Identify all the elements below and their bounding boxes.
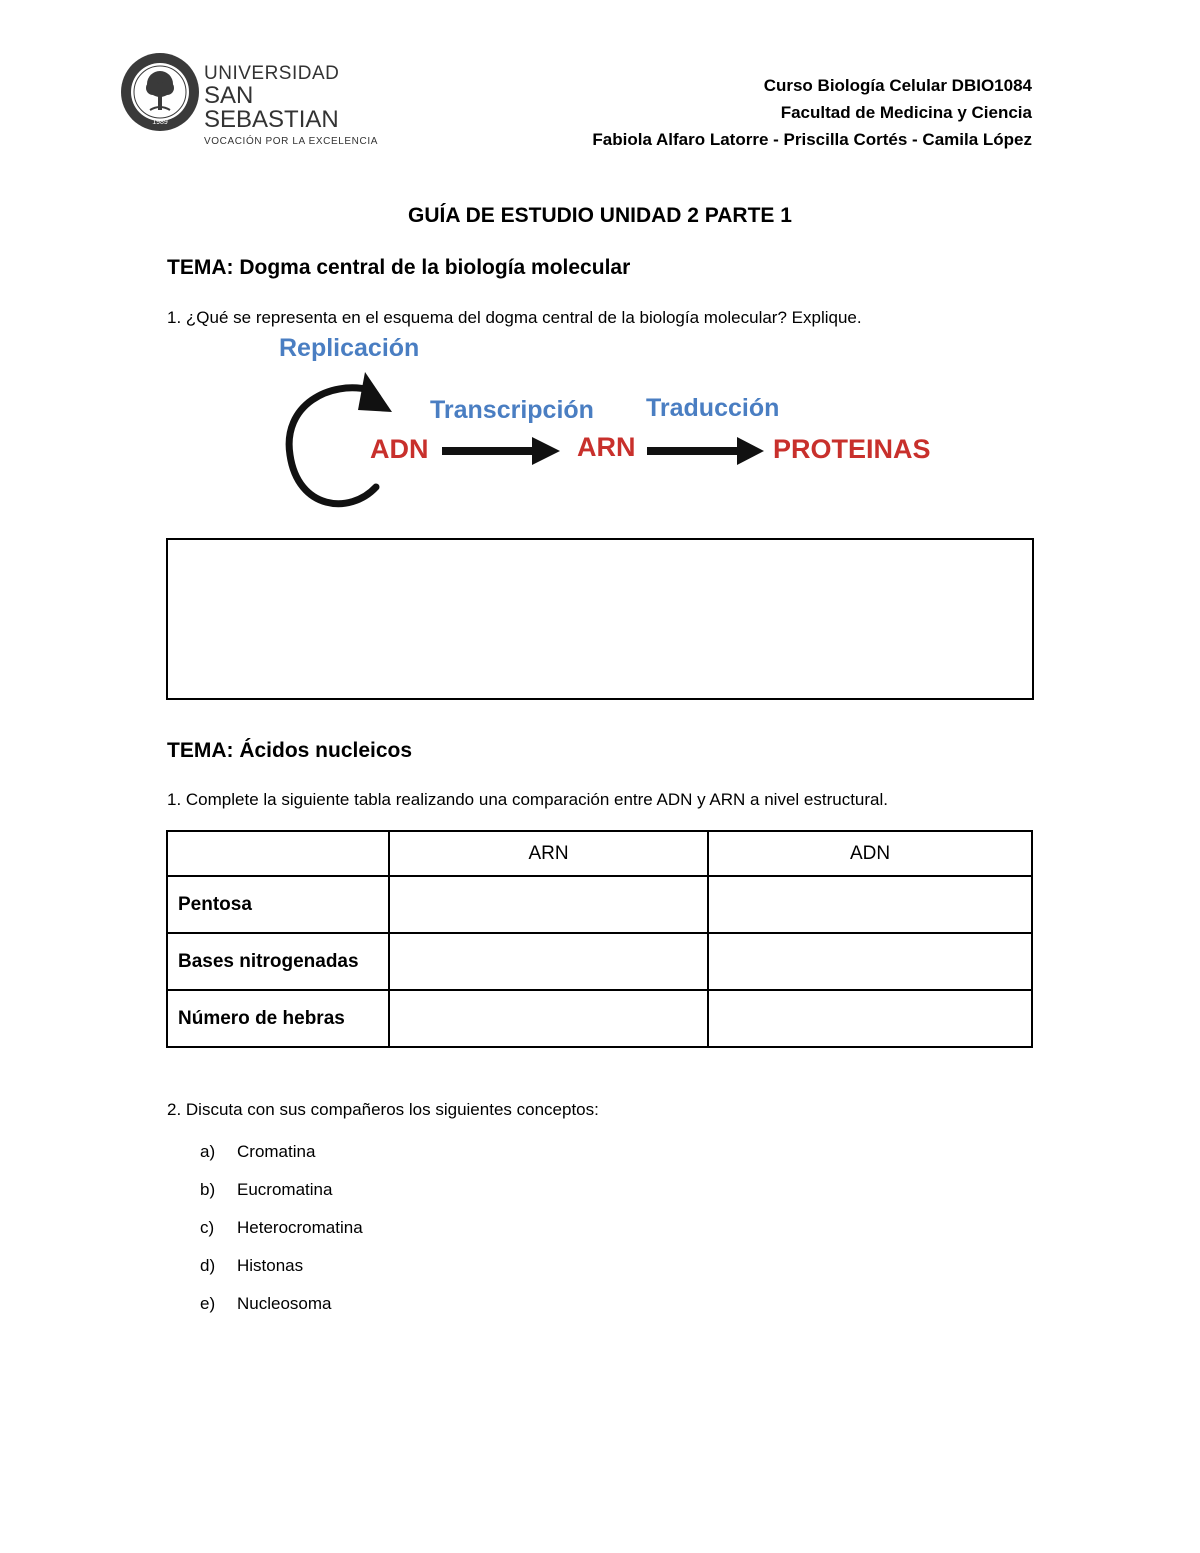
dna-label: ADN xyxy=(370,434,429,464)
transcription-label: Transcripción xyxy=(430,396,594,424)
transcription-arrow-icon xyxy=(442,447,537,455)
section2-question1: 1. Complete la siguiente tabla realizando una comparación entre ADN y ARN a nivel estructural. xyxy=(167,790,888,809)
list-item-letter: a) xyxy=(200,1142,216,1161)
logo-motto: VOCACIÓN POR LA EXCELENCIA xyxy=(204,136,378,147)
section1-question: 1. ¿Qué se representa en el esquema del dogma central de la biología molecular? Explique. xyxy=(167,308,862,327)
document-title: GUÍA DE ESTUDIO UNIDAD 2 PARTE 1 xyxy=(408,204,792,227)
list-item xyxy=(200,1218,363,1256)
list-item xyxy=(200,1180,363,1218)
table-row xyxy=(167,933,1032,990)
list-item-letter: e) xyxy=(200,1294,216,1313)
section1-topic: TEMA: Dogma central de la biología molecular xyxy=(167,256,631,279)
faculty-name: Facultad de Medicina y Ciencia xyxy=(780,103,1032,122)
protein-label: PROTEINAS xyxy=(773,434,931,464)
list-item-text: Heterocromatina xyxy=(237,1218,363,1237)
table-row xyxy=(167,876,1032,933)
table-row xyxy=(167,990,1032,1047)
list-item-text: Nucleosoma xyxy=(237,1294,332,1313)
section2-question2: 2. Discuta con sus compañeros los siguientes conceptos: xyxy=(167,1100,599,1119)
authors: Fabiola Alfaro Latorre - Priscilla Cortés - Camila López xyxy=(592,130,1032,149)
replication-label: Replicación xyxy=(279,334,420,362)
comparison-table xyxy=(166,830,1033,1048)
translation-arrow-icon xyxy=(647,447,742,455)
table-cell[interactable] xyxy=(708,990,1032,1047)
table-cell[interactable] xyxy=(389,933,708,990)
university-seal-icon xyxy=(120,52,200,132)
list-item xyxy=(200,1256,363,1294)
university-logo xyxy=(120,52,380,147)
document-header xyxy=(592,72,1032,153)
list-item xyxy=(200,1294,363,1332)
list-item-text: Cromatina xyxy=(237,1142,316,1161)
table-header-arn: ARN xyxy=(389,831,708,876)
row-label-bases: Bases nitrogenadas xyxy=(167,933,389,990)
logo-line2: SAN SEBASTIAN xyxy=(204,82,339,133)
list-item xyxy=(200,1142,363,1180)
row-label-hebras: Número de hebras xyxy=(167,990,389,1047)
rna-label: ARN xyxy=(577,432,636,462)
table-cell[interactable] xyxy=(389,876,708,933)
central-dogma-diagram xyxy=(270,330,950,520)
list-item-letter: b) xyxy=(200,1180,216,1199)
replication-arrowhead-icon xyxy=(358,372,392,412)
course-name: Curso Biología Celular DBIO1084 xyxy=(763,76,1032,95)
list-item-text: Eucromatina xyxy=(237,1180,333,1199)
logo-line1: UNIVERSIDAD xyxy=(204,63,340,84)
concept-list xyxy=(200,1142,363,1332)
translation-label: Traducción xyxy=(646,394,780,422)
svg-text:1989: 1989 xyxy=(152,119,168,126)
answer-box[interactable] xyxy=(166,538,1034,700)
table-cell[interactable] xyxy=(708,876,1032,933)
table-cell[interactable] xyxy=(708,933,1032,990)
list-item-letter: d) xyxy=(200,1256,216,1275)
table-header-empty xyxy=(167,831,389,876)
list-item-text: Histonas xyxy=(237,1256,304,1275)
table-header-row xyxy=(167,831,1032,876)
row-label-pentosa: Pentosa xyxy=(167,876,389,933)
table-cell[interactable] xyxy=(389,990,708,1047)
list-item-letter: c) xyxy=(200,1218,215,1237)
section2-topic: TEMA: Ácidos nucleicos xyxy=(167,739,413,762)
table-header-adn: ADN xyxy=(708,831,1032,876)
